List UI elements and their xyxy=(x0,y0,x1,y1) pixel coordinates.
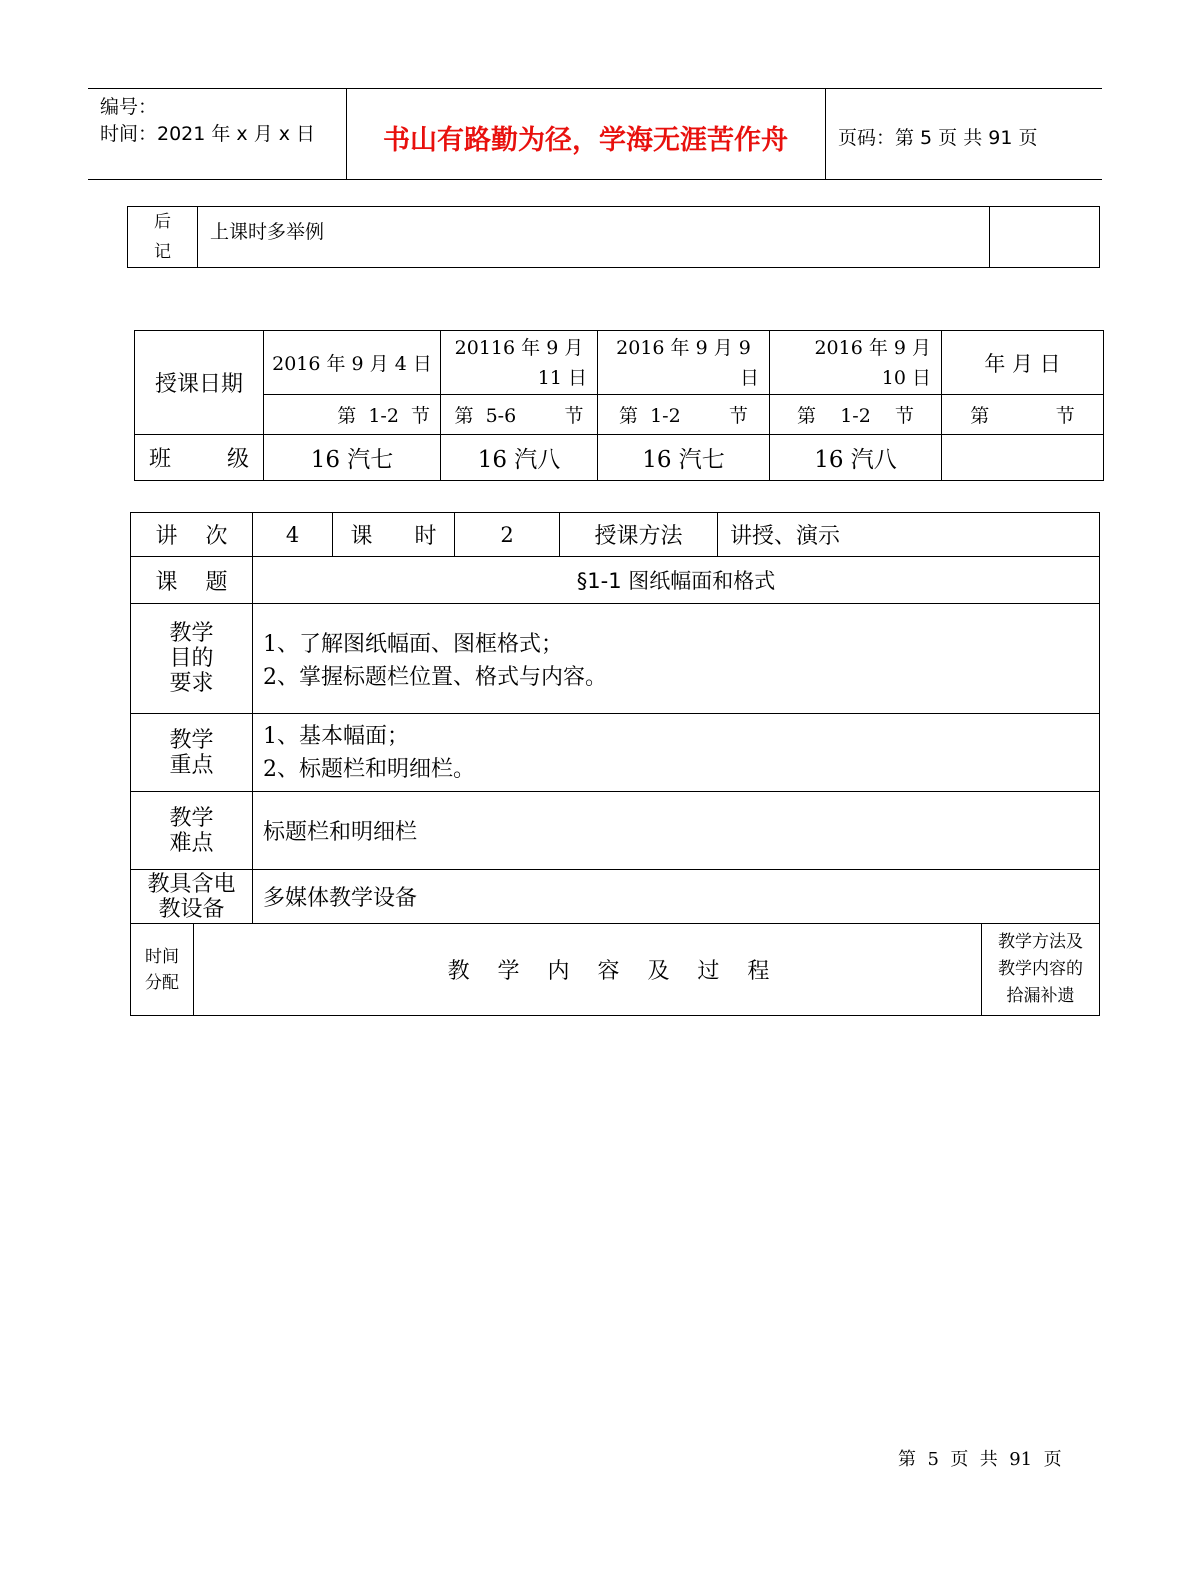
notes-label-1: 教学方法及 xyxy=(998,932,1084,952)
topic-value-cell xyxy=(253,557,1100,604)
objective-item-1: 1、了解图纸幅面、图框格式； xyxy=(263,632,564,657)
objective-item-2: 2、掌握标题栏位置、格式与内容。 xyxy=(263,665,608,690)
topic-label: 课 题 xyxy=(155,569,228,595)
lesson-plan-table xyxy=(130,512,1100,1016)
period-2: 第 5-6 节 xyxy=(454,405,584,427)
date-cell-2 xyxy=(441,331,598,395)
header-top-rule xyxy=(88,88,1102,89)
time-alloc-label-1: 时间 xyxy=(145,946,179,967)
period-5: 第 节 xyxy=(970,405,1075,427)
postscript-label-cell xyxy=(128,207,198,268)
class-cell-2 xyxy=(441,435,598,481)
date-1-line1: 2016 年 9 月 4 日 xyxy=(272,353,432,375)
equipment-label-1: 教具含电 xyxy=(147,871,236,897)
time-alloc-label-cell xyxy=(131,924,194,1016)
period-cell-3 xyxy=(598,395,770,435)
postscript-label-line2: 记 xyxy=(154,242,171,262)
date-label: 授课日期 xyxy=(154,372,243,397)
date-5-line1: 年 月 日 xyxy=(984,351,1061,376)
date-cell-1 xyxy=(264,331,441,395)
class-cell-1 xyxy=(264,435,441,481)
process-header-cell xyxy=(194,924,982,1016)
period-1: 第 1-2 节 xyxy=(337,405,430,427)
method-label-cell xyxy=(560,513,718,557)
hours-label-cell xyxy=(333,513,455,557)
postscript-table xyxy=(127,206,1100,268)
postscript-empty-cell xyxy=(990,207,1100,268)
time-alloc-label-2: 分配 xyxy=(145,972,179,993)
method-value-cell xyxy=(718,513,1100,557)
objectives-label-3: 要求 xyxy=(169,671,214,696)
document-number-label: 编号： xyxy=(100,96,158,118)
difficulty-cell xyxy=(253,792,1100,870)
key-points-label-cell xyxy=(131,714,253,792)
equipment-value: 多媒体教学设备 xyxy=(263,886,418,911)
document-time-label: 时间：2021 年 x 月 x 日 xyxy=(100,123,316,145)
difficulty-label-2: 难点 xyxy=(169,830,214,856)
period-cell-5 xyxy=(942,395,1104,435)
difficulty-label-cell xyxy=(131,792,253,870)
footer-page-number: 第 5 页 共 91 页 xyxy=(898,1449,1062,1470)
equipment-label-2: 教设备 xyxy=(158,896,225,922)
notes-label-3: 拾漏补遗 xyxy=(1006,986,1075,1006)
class-1: 16 汽七 xyxy=(310,447,394,473)
method-value: 讲授、演示 xyxy=(730,524,841,549)
class-cell-5 xyxy=(942,435,1104,481)
objectives-label-cell xyxy=(131,604,253,714)
period-3: 第 1-2 节 xyxy=(619,405,748,427)
class-cell-3 xyxy=(598,435,770,481)
difficulty-value: 标题栏和明细栏 xyxy=(263,820,418,845)
date-4-line2: 10 日 xyxy=(881,366,931,389)
hours-label: 课 时 xyxy=(350,524,437,549)
lecture-label-cell xyxy=(131,513,253,557)
date-2-line2: 11 日 xyxy=(537,366,587,389)
header-motto: 书山有路勤为径，学海无涯苦作舟 xyxy=(383,125,788,156)
date-4-line1: 2016 年 9 月 xyxy=(814,336,931,359)
key-points-label-2: 重点 xyxy=(169,752,214,778)
key-points-cell xyxy=(253,714,1100,792)
class-4: 16 汽八 xyxy=(814,447,897,473)
date-cell-4 xyxy=(770,331,942,395)
process-label: 教 学 内 容 及 过 程 xyxy=(447,959,770,984)
class-2: 16 汽八 xyxy=(477,447,561,473)
objectives-label-2: 目的 xyxy=(169,646,214,671)
key-point-item-2: 2、标题栏和明细栏。 xyxy=(263,756,476,782)
key-points-label-1: 教学 xyxy=(169,727,214,753)
method-label: 授课方法 xyxy=(594,524,683,549)
period-cell-1 xyxy=(264,395,441,435)
schedule-table xyxy=(134,330,1104,481)
lecture-label: 讲 次 xyxy=(155,524,228,549)
lecture-value: 4 xyxy=(285,522,300,547)
hours-value-cell xyxy=(455,513,560,557)
lecture-value-cell xyxy=(253,513,333,557)
date-3-line2: 日 xyxy=(739,366,759,389)
period-4: 第 1-2 节 xyxy=(797,405,914,427)
postscript-content: 上课时多举例 xyxy=(210,221,325,243)
notes-header-cell xyxy=(982,924,1100,1016)
period-cell-2 xyxy=(441,395,598,435)
header-divider-right xyxy=(825,88,826,180)
date-3-line1: 2016 年 9 月 9 xyxy=(616,336,751,359)
notes-label-2: 教学内容的 xyxy=(998,959,1084,979)
class-3: 16 汽七 xyxy=(642,447,725,473)
date-cell-3 xyxy=(598,331,770,395)
postscript-content-cell xyxy=(198,207,990,268)
header-page-code: 页码：第 5 页 共 91 页 xyxy=(838,127,1038,149)
hours-value: 2 xyxy=(500,522,514,547)
equipment-cell xyxy=(253,870,1100,924)
postscript-label-line1: 后 xyxy=(154,212,171,232)
topic-label-cell xyxy=(131,557,253,604)
date-label-cell xyxy=(135,331,264,435)
class-label-a: 班 xyxy=(149,447,172,472)
objectives-label-1: 教学 xyxy=(169,621,214,646)
class-label-b: 级 xyxy=(226,447,249,472)
topic-value: §1-1 图纸幅面和格式 xyxy=(576,569,776,593)
class-cell-4 xyxy=(770,435,942,481)
key-point-item-1: 1、基本幅面； xyxy=(263,723,410,749)
period-cell-4 xyxy=(770,395,942,435)
date-2-line1: 20116 年 9 月 xyxy=(454,336,584,359)
equipment-label-cell xyxy=(131,870,253,924)
class-label-cell xyxy=(135,435,264,481)
date-cell-5 xyxy=(942,331,1104,395)
header-bottom-rule xyxy=(88,179,1102,180)
objectives-cell xyxy=(253,604,1100,714)
difficulty-label-1: 教学 xyxy=(169,805,214,831)
